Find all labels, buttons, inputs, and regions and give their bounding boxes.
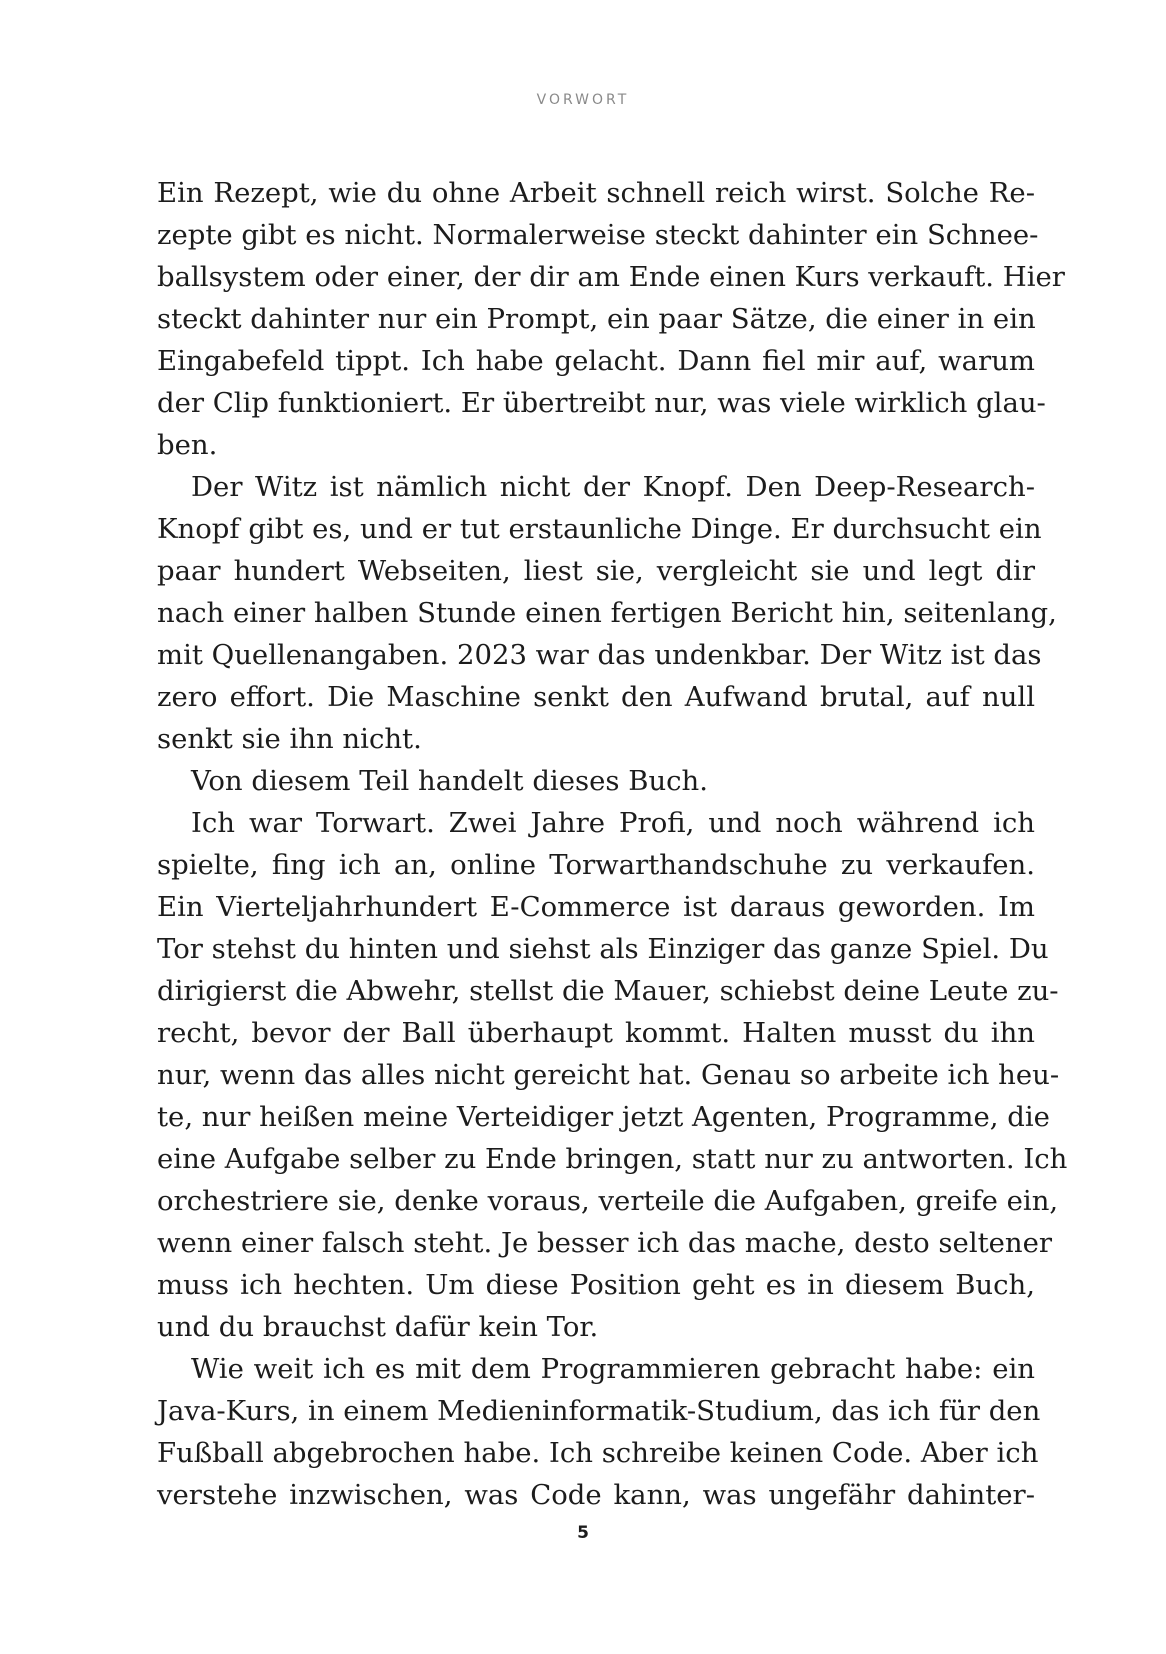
text-line: Java-Kurs, in einem Medieninformatik-Studium, das ich für den (157, 1395, 1041, 1427)
text-line: senkt sie ihn nicht. (157, 723, 422, 755)
text-line: Der Witz ist nämlich nicht der Knopf. Den Deep-Research- (191, 471, 1035, 503)
text-line: muss ich hechten. Um diese Position geht es in diesem Buch, (157, 1269, 1035, 1301)
text-line: Fußball abgebrochen habe. Ich schreibe keinen Code. Aber ich (157, 1437, 1039, 1469)
text-line: zero effort. Die Maschine senkt den Aufwand brutal, auf null (157, 681, 1035, 713)
text-line: dirigierst die Abwehr, stellst die Mauer, schiebst deine Leute zu- (157, 975, 1059, 1007)
text-line: recht, bevor der Ball überhaupt kommt. Halten musst du ihn (157, 1017, 1035, 1049)
text-line: Ein Rezept, wie du ohne Arbeit schnell reich wirst. Solche Re- (157, 177, 1035, 209)
paragraph (157, 760, 1035, 802)
text-line: spielte, fing ich an, online Torwarthandschuhe zu verkaufen. (157, 849, 1035, 881)
text-line: nach einer halben Stunde einen fertigen Bericht hin, seitenlang, (157, 597, 1057, 629)
paragraph (157, 466, 1057, 760)
text-line: paar hundert Webseiten, liest sie, vergleicht sie und legt dir (157, 555, 1035, 587)
text-line: te, nur heißen meine Verteidiger jetzt Agenten, Programme, die (157, 1101, 1050, 1133)
text-line: Knopf gibt es, und er tut erstaunliche Dinge. Er durchsucht ein (157, 513, 1042, 545)
text-line: nur, wenn das alles nicht gereicht hat. Genau so arbeite ich heu- (157, 1059, 1060, 1091)
text-line: Eingabefeld tippt. Ich habe gelacht. Dann fiel mir auf, warum (157, 345, 1035, 377)
text-line: und du brauchst dafür kein Tor. (157, 1311, 599, 1343)
text-line: Ich war Torwart. Zwei Jahre Profi, und noch während ich (191, 807, 1035, 839)
text-line: verstehe inzwischen, was Code kann, was ungefähr dahinter- (157, 1479, 1035, 1511)
text-line: steckt dahinter nur ein Prompt, ein paar Sätze, die einer in ein (157, 303, 1036, 335)
paragraph (157, 172, 1065, 466)
text-line: Von diesem Teil handelt dieses Buch. (191, 765, 709, 797)
text-line: der Clip funktioniert. Er übertreibt nur, was viele wirklich glau- (157, 387, 1046, 419)
text-line: wenn einer falsch steht. Je besser ich das mache, desto seltener (157, 1227, 1053, 1259)
text-line: ballsystem oder einer, der dir am Ende einen Kurs verkauft. Hier (157, 261, 1065, 293)
paragraph (157, 802, 1068, 1348)
text-line: orchestriere sie, denke voraus, verteile die Aufgaben, greife ein, (157, 1185, 1059, 1217)
text-line: Tor stehst du hinten und siehst als Einziger das ganze Spiel. Du (157, 933, 1049, 965)
paragraph (157, 1348, 1041, 1516)
text-line: Wie weit ich es mit dem Programmieren gebracht habe: ein (191, 1353, 1035, 1385)
running-head: VORWORT (536, 92, 630, 108)
text-line: eine Aufgabe selber zu Ende bringen, statt nur zu antworten. Ich (157, 1143, 1068, 1175)
page-number: 5 (577, 1523, 589, 1543)
text-line: ben. (157, 429, 218, 461)
text-line: mit Quellenangaben. 2023 war das undenkbar. Der Witz ist das (157, 639, 1042, 671)
body-text (157, 172, 1068, 1516)
text-line: Ein Vierteljahrhundert E-Commerce ist daraus geworden. Im (157, 891, 1035, 923)
text-line: zepte gibt es nicht. Normalerweise steckt dahinter ein Schnee- (157, 219, 1039, 251)
